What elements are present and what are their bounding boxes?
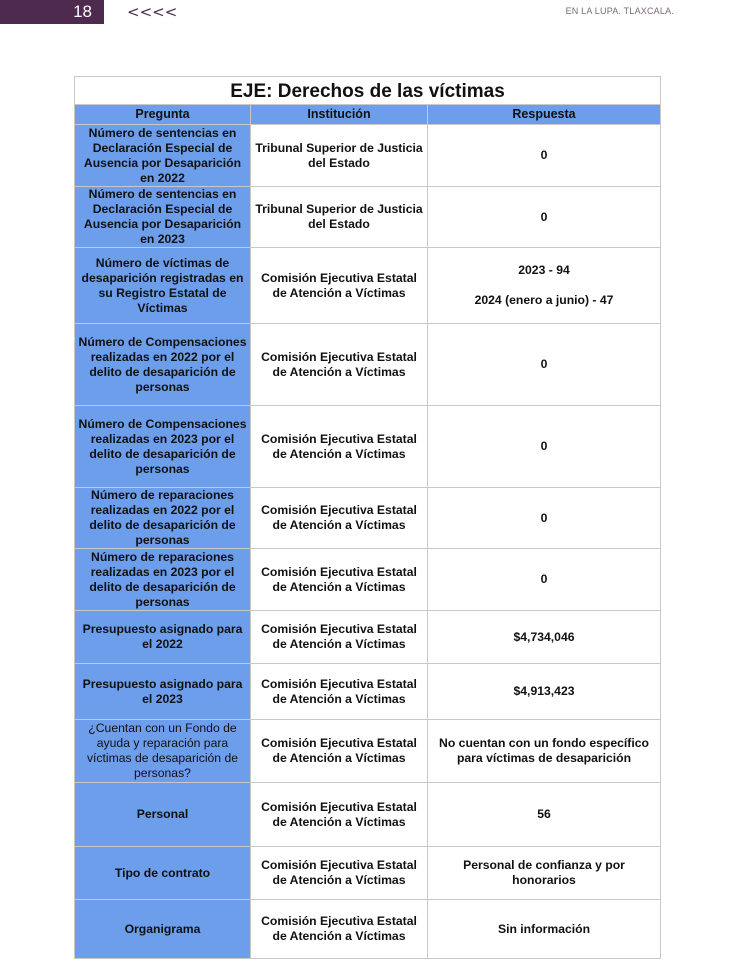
answer-cell: $4,913,423 bbox=[428, 664, 661, 720]
answer-cell: 0 bbox=[428, 488, 661, 549]
institution-cell: Comisión Ejecutiva Estatal de Atención a Víctimas bbox=[251, 248, 428, 324]
table-row bbox=[75, 324, 661, 406]
question-cell: Tipo de contrato bbox=[75, 847, 251, 900]
answer-cell: 56 bbox=[428, 783, 661, 847]
institution-cell: Comisión Ejecutiva Estatal de Atención a Víctimas bbox=[251, 847, 428, 900]
page-number: 18 bbox=[73, 2, 92, 21]
table-row bbox=[75, 611, 661, 664]
institution-cell: Comisión Ejecutiva Estatal de Atención a Víctimas bbox=[251, 324, 428, 406]
victims-rights-table bbox=[74, 76, 661, 959]
table-row bbox=[75, 125, 661, 187]
table-row bbox=[75, 720, 661, 783]
table-row bbox=[75, 664, 661, 720]
answer-cell: $4,734,046 bbox=[428, 611, 661, 664]
column-header-respuesta: Respuesta bbox=[428, 105, 661, 125]
institution-cell: Comisión Ejecutiva Estatal de Atención a Víctimas bbox=[251, 611, 428, 664]
column-header-institucion: Institución bbox=[251, 105, 428, 125]
answer-cell: 0 bbox=[428, 549, 661, 611]
institution-cell: Comisión Ejecutiva Estatal de Atención a Víctimas bbox=[251, 900, 428, 959]
table-row bbox=[75, 549, 661, 611]
institution-cell: Comisión Ejecutiva Estatal de Atención a Víctimas bbox=[251, 664, 428, 720]
answer-cell: No cuentan con un fondo específico para víctimas de desaparición bbox=[428, 720, 661, 783]
answer-cell: 0 bbox=[428, 187, 661, 248]
column-header-pregunta: Pregunta bbox=[75, 105, 251, 125]
table-row bbox=[75, 900, 661, 959]
table-row bbox=[75, 783, 661, 847]
answer-cell: Personal de confianza y por honorarios bbox=[428, 847, 661, 900]
question-cell: Número de Compensaciones realizadas en 2023 por el delito de desaparición de personas bbox=[75, 406, 251, 488]
answer-line-2023: 2023 - 94 bbox=[518, 263, 570, 277]
question-cell: Número de reparaciones realizadas en 2022 por el delito de desaparición de personas bbox=[75, 488, 251, 549]
institution-cell: Comisión Ejecutiva Estatal de Atención a Víctimas bbox=[251, 549, 428, 611]
question-cell: Número de víctimas de desaparición registradas en su Registro Estatal de Víctimas bbox=[75, 248, 251, 324]
institution-cell: Tribunal Superior de Justicia del Estado bbox=[251, 187, 428, 248]
question-cell: Número de sentencias en Declaración Especial de Ausencia por Desaparición en 2022 bbox=[75, 125, 251, 187]
answer-cell: Sin información bbox=[428, 900, 661, 959]
institution-cell: Comisión Ejecutiva Estatal de Atención a Víctimas bbox=[251, 488, 428, 549]
question-cell: Personal bbox=[75, 783, 251, 847]
question-cell: Presupuesto asignado para el 2022 bbox=[75, 611, 251, 664]
institution-cell: Comisión Ejecutiva Estatal de Atención a Víctimas bbox=[251, 783, 428, 847]
question-cell: Número de reparaciones realizadas en 2023 por el delito de desaparición de personas bbox=[75, 549, 251, 611]
back-arrows-icon[interactable]: <<<< bbox=[127, 3, 178, 21]
table-row bbox=[75, 406, 661, 488]
page-number-tab bbox=[0, 0, 104, 24]
answer-cell: 0 bbox=[428, 324, 661, 406]
table-row bbox=[75, 847, 661, 900]
question-cell: Número de Compensaciones realizadas en 2022 por el delito de desaparición de personas bbox=[75, 324, 251, 406]
answer-line-2024: 2024 (enero a junio) - 47 bbox=[474, 293, 614, 307]
table-title: EJE: Derechos de las víctimas bbox=[75, 77, 661, 105]
answer-cell: 0 bbox=[428, 125, 661, 187]
question-cell: Presupuesto asignado para el 2023 bbox=[75, 664, 251, 720]
table-row bbox=[75, 187, 661, 248]
answer-cell bbox=[428, 248, 661, 324]
institution-cell: Comisión Ejecutiva Estatal de Atención a Víctimas bbox=[251, 720, 428, 783]
question-cell: Organigrama bbox=[75, 900, 251, 959]
question-cell: ¿Cuentan con un Fondo de ayuda y reparación para víctimas de desaparición de personas? bbox=[75, 720, 251, 783]
question-cell: Número de sentencias en Declaración Especial de Ausencia por Desaparición en 2023 bbox=[75, 187, 251, 248]
institution-cell: Comisión Ejecutiva Estatal de Atención a Víctimas bbox=[251, 406, 428, 488]
answer-cell: 0 bbox=[428, 406, 661, 488]
table-row bbox=[75, 248, 661, 324]
institution-cell: Tribunal Superior de Justicia del Estado bbox=[251, 125, 428, 187]
running-head: EN LA LUPA. TLAXCALA. bbox=[565, 6, 674, 16]
table-row bbox=[75, 488, 661, 549]
